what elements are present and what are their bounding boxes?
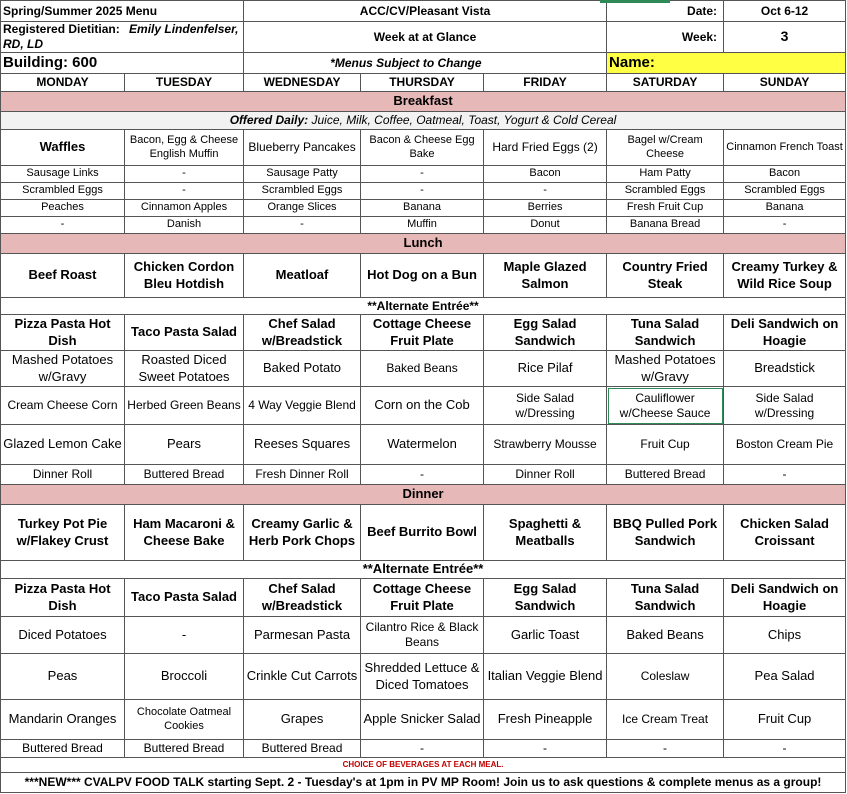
menu-cell[interactable]: Garlic Toast — [484, 617, 607, 654]
menu-cell[interactable]: - — [724, 217, 846, 234]
menu-cell[interactable]: Ham Macaroni & Cheese Bake — [125, 505, 244, 561]
menu-cell[interactable]: Pea Salad — [724, 654, 846, 700]
day-tuesday: TUESDAY — [125, 74, 244, 92]
breakfast-row — [1, 183, 846, 200]
menus-note: *Menus Subject to Change — [244, 53, 484, 74]
menu-cell[interactable]: Baked Potato — [244, 351, 361, 387]
menu-cell[interactable]: Meatloaf — [244, 254, 361, 298]
breakfast-heading: Breakfast — [1, 92, 846, 112]
food-talk-announcement: ***NEW*** CVALPV FOOD TALK starting Sept. 2 - Tuesday's at 1pm in PV MP Room! Join us to ask questions & complete menus as a group! — [1, 773, 846, 793]
menu-cell[interactable]: Corn on the Cob — [361, 387, 484, 425]
day-friday: FRIDAY — [484, 74, 607, 92]
selection-indicator — [600, 0, 670, 3]
menu-cell[interactable]: Country Fried Steak — [607, 254, 724, 298]
menu-cell[interactable]: Watermelon — [361, 425, 484, 465]
menu-cell[interactable]: Banana — [724, 200, 846, 217]
menu-cell[interactable]: Chicken Cordon Bleu Hotdish — [125, 254, 244, 298]
dinner-alternate-heading: **Alternate Entrée** — [1, 561, 846, 579]
menu-cell[interactable]: Shredded Lettuce & Diced Tomatoes — [361, 654, 484, 700]
menu-cell[interactable]: Italian Veggie Blend — [484, 654, 607, 700]
menu-cell[interactable]: Danish — [125, 217, 244, 234]
date-value[interactable]: Oct 6-12 — [724, 1, 846, 22]
offered-daily — [1, 112, 846, 130]
menu-cell[interactable]: - — [484, 740, 607, 758]
menu-cell[interactable]: Dinner Roll — [484, 465, 607, 485]
menu-cell[interactable]: - — [125, 617, 244, 654]
lunch-dessert-row — [1, 425, 846, 465]
menu-cell[interactable]: Chef Salad w/Breadstick — [244, 315, 361, 351]
menu-title: Spring/Summer 2025 Menu — [1, 1, 244, 22]
menu-cell[interactable]: Grapes — [244, 700, 361, 740]
menu-cell[interactable]: Chips — [724, 617, 846, 654]
menu-cell[interactable]: Mashed Potatoes w/Gravy — [1, 351, 125, 387]
menu-cell[interactable]: Broccoli — [125, 654, 244, 700]
menu-cell[interactable]: Tuna Salad Sandwich — [607, 315, 724, 351]
breakfast-main-row — [1, 130, 846, 166]
menu-cell[interactable]: - — [484, 183, 607, 200]
name-field[interactable]: Name: — [607, 53, 846, 74]
dinner-alternate-row — [1, 579, 846, 617]
menu-cell[interactable]: Apple Snicker Salad — [361, 700, 484, 740]
dinner-dessert-row — [1, 700, 846, 740]
menu-cell[interactable]: Bacon — [724, 166, 846, 183]
menu-cell[interactable]: Maple Glazed Salmon — [484, 254, 607, 298]
menu-cell[interactable]: Dinner Roll — [1, 465, 125, 485]
menu-cell[interactable]: Chicken Salad Croissant — [724, 505, 846, 561]
dietitian-cell — [1, 22, 244, 53]
lunch-side-row — [1, 387, 846, 425]
menu-cell[interactable]: Sausage Links — [1, 166, 125, 183]
menu-cell[interactable]: Chef Salad w/Breadstick — [244, 579, 361, 617]
menu-cell[interactable]: - — [125, 183, 244, 200]
menu-cell[interactable]: - — [125, 166, 244, 183]
lunch-side-row — [1, 351, 846, 387]
menu-cell[interactable]: Rice Pilaf — [484, 351, 607, 387]
menu-cell[interactable]: Cream Cheese Corn — [1, 387, 125, 425]
menu-cell[interactable]: BBQ Pulled Pork Sandwich — [607, 505, 724, 561]
week-value[interactable]: 3 — [724, 22, 846, 53]
menu-cell[interactable]: Herbed Green Beans — [125, 387, 244, 425]
menu-cell[interactable]: Fruit Cup — [607, 425, 724, 465]
dinner-side-row — [1, 654, 846, 700]
menu-cell[interactable]: Buttered Bread — [244, 740, 361, 758]
menu-cell[interactable]: Glazed Lemon Cake — [1, 425, 125, 465]
offered-daily-items: Juice, Milk, Coffee, Oatmeal, Toast, Yogurt & Cold Cereal — [308, 113, 617, 127]
offered-daily-label: Offered Daily: — [229, 113, 309, 127]
menu-cell[interactable]: Pizza Pasta Hot Dish — [1, 315, 125, 351]
menu-cell[interactable]: Hot Dog on a Bun — [361, 254, 484, 298]
menu-cell[interactable]: Deli Sandwich on Hoagie — [724, 315, 846, 351]
lunch-heading: Lunch — [1, 234, 846, 254]
menu-cell[interactable]: Buttered Bread — [125, 740, 244, 758]
menu-cell[interactable]: Blueberry Pancakes — [244, 130, 361, 166]
menu-cell[interactable]: Egg Salad Sandwich — [484, 579, 607, 617]
breakfast-row — [1, 200, 846, 217]
menu-cell[interactable]: - — [361, 183, 484, 200]
menu-cell[interactable]: Strawberry Mousse — [484, 425, 607, 465]
menu-cell[interactable]: Waffles — [1, 130, 125, 166]
menu-cell[interactable]: Berries — [484, 200, 607, 217]
menu-cell[interactable]: - — [361, 166, 484, 183]
day-monday: MONDAY — [1, 74, 125, 92]
menu-cell[interactable]: Cottage Cheese Fruit Plate — [361, 315, 484, 351]
menu-cell[interactable]: Buttered Bread — [125, 465, 244, 485]
day-saturday: SATURDAY — [607, 74, 724, 92]
beverage-note: CHOICE OF BEVERAGES AT EACH MEAL. — [1, 758, 846, 773]
menu-cell[interactable]: - — [1, 217, 125, 234]
menu-cell[interactable]: Cinnamon French Toast — [724, 130, 846, 166]
menu-cell[interactable]: Scrambled Eggs — [1, 183, 125, 200]
menu-cell[interactable]: Chocolate Oatmeal Cookies — [125, 700, 244, 740]
menu-cell[interactable]: Egg Salad Sandwich — [484, 315, 607, 351]
menu-cell[interactable]: Orange Slices — [244, 200, 361, 217]
menu-cell[interactable]: Cinnamon Apples — [125, 200, 244, 217]
lunch-alternate-row — [1, 315, 846, 351]
building-label: Building: 600 — [1, 53, 244, 74]
menu-cell[interactable]: - — [361, 465, 484, 485]
menu-cell[interactable]: Sausage Patty — [244, 166, 361, 183]
day-wednesday: WEDNESDAY — [244, 74, 361, 92]
menu-cell[interactable]: Scrambled Eggs — [244, 183, 361, 200]
menu-cell[interactable]: Buttered Bread — [607, 465, 724, 485]
day-sunday: SUNDAY — [724, 74, 846, 92]
menu-cell[interactable]: Reeses Squares — [244, 425, 361, 465]
menu-cell[interactable]: Muffin — [361, 217, 484, 234]
week-label: Week: — [607, 22, 724, 53]
day-header-row — [1, 74, 846, 92]
menu-cell[interactable]: Crinkle Cut Carrots — [244, 654, 361, 700]
menu-cell[interactable]: Peaches — [1, 200, 125, 217]
menu-cell[interactable]: - — [244, 217, 361, 234]
menu-cell[interactable]: Breadstick — [724, 351, 846, 387]
dietitian-name: Emily Lindenfelser, RD, LD — [3, 22, 239, 51]
menu-cell[interactable]: 4 Way Veggie Blend — [244, 387, 361, 425]
menu-cell[interactable]: - — [724, 740, 846, 758]
menu-cell[interactable]: Fresh Dinner Roll — [244, 465, 361, 485]
menu-cell-selected[interactable]: Cauliflower w/Cheese Sauce — [607, 387, 724, 425]
menu-cell[interactable]: Parmesan Pasta — [244, 617, 361, 654]
breakfast-row — [1, 217, 846, 234]
menu-cell[interactable]: Banana — [361, 200, 484, 217]
menu-cell[interactable]: Taco Pasta Salad — [125, 579, 244, 617]
menu-cell[interactable]: Deli Sandwich on Hoagie — [724, 579, 846, 617]
menu-cell[interactable]: Creamy Garlic & Herb Pork Chops — [244, 505, 361, 561]
menu-cell[interactable]: Ice Cream Treat — [607, 700, 724, 740]
menu-cell[interactable]: Tuna Salad Sandwich — [607, 579, 724, 617]
menu-cell[interactable]: Scrambled Eggs — [724, 183, 846, 200]
menu-cell[interactable]: Buttered Bread — [1, 740, 125, 758]
menu-cell[interactable]: Mashed Potatoes w/Gravy — [607, 351, 724, 387]
menu-cell[interactable]: Turkey Pot Pie w/Flakey Crust — [1, 505, 125, 561]
dinner-heading: Dinner — [1, 485, 846, 505]
menu-cell[interactable]: Hard Fried Eggs (2) — [484, 130, 607, 166]
menu-cell[interactable]: Taco Pasta Salad — [125, 315, 244, 351]
menu-cell[interactable]: Cottage Cheese Fruit Plate — [361, 579, 484, 617]
date-label: Date: — [607, 1, 724, 22]
menu-cell[interactable]: Creamy Turkey & Wild Rice Soup — [724, 254, 846, 298]
day-thursday: THURSDAY — [361, 74, 484, 92]
menu-cell[interactable]: Mandarin Oranges — [1, 700, 125, 740]
menu-cell[interactable]: - — [724, 465, 846, 485]
dietitian-label: Registered Dietitian: — [3, 22, 120, 36]
menu-cell[interactable]: Scrambled Eggs — [607, 183, 724, 200]
lunch-main-row — [1, 254, 846, 298]
dinner-side-row — [1, 617, 846, 654]
menu-cell[interactable]: Pizza Pasta Hot Dish — [1, 579, 125, 617]
menu-cell[interactable]: - — [361, 740, 484, 758]
menu-cell[interactable]: Fresh Pineapple — [484, 700, 607, 740]
menu-cell[interactable]: Coleslaw — [607, 654, 724, 700]
facility-name: ACC/CV/Pleasant Vista — [244, 1, 607, 22]
menu-cell[interactable]: Donut — [484, 217, 607, 234]
menu-cell[interactable]: Banana Bread — [607, 217, 724, 234]
menu-cell[interactable]: Spaghetti & Meatballs — [484, 505, 607, 561]
breakfast-row — [1, 166, 846, 183]
menu-cell[interactable]: Bacon, Egg & Cheese English Muffin — [125, 130, 244, 166]
menu-cell[interactable]: Diced Potatoes — [1, 617, 125, 654]
dinner-main-row — [1, 505, 846, 561]
menu-cell[interactable]: Baked Beans — [361, 351, 484, 387]
menu-cell[interactable]: Peas — [1, 654, 125, 700]
page-subtitle: Week at at Glance — [244, 22, 607, 53]
menu-cell[interactable]: Boston Cream Pie — [724, 425, 846, 465]
lunch-bread-row — [1, 465, 846, 485]
menu-cell[interactable]: Side Salad w/Dressing — [724, 387, 846, 425]
menu-cell[interactable]: Baked Beans — [607, 617, 724, 654]
menu-cell[interactable]: Pears — [125, 425, 244, 465]
menu-cell[interactable]: Beef Roast — [1, 254, 125, 298]
menu-cell[interactable]: Fruit Cup — [724, 700, 846, 740]
menu-cell[interactable]: Side Salad w/Dressing — [484, 387, 607, 425]
menu-cell[interactable]: Ham Patty — [607, 166, 724, 183]
lunch-alternate-heading: **Alternate Entrée** — [1, 298, 846, 315]
menu-cell[interactable]: Beef Burrito Bowl — [361, 505, 484, 561]
menu-cell[interactable]: Bacon — [484, 166, 607, 183]
menu-cell[interactable]: - — [607, 740, 724, 758]
menu-cell[interactable]: Fresh Fruit Cup — [607, 200, 724, 217]
dinner-bread-row — [1, 740, 846, 758]
menu-cell[interactable]: Bagel w/Cream Cheese — [607, 130, 724, 166]
menu-cell[interactable]: Bacon & Cheese Egg Bake — [361, 130, 484, 166]
menu-cell[interactable]: Cilantro Rice & Black Beans — [361, 617, 484, 654]
menu-cell[interactable]: Roasted Diced Sweet Potatoes — [125, 351, 244, 387]
